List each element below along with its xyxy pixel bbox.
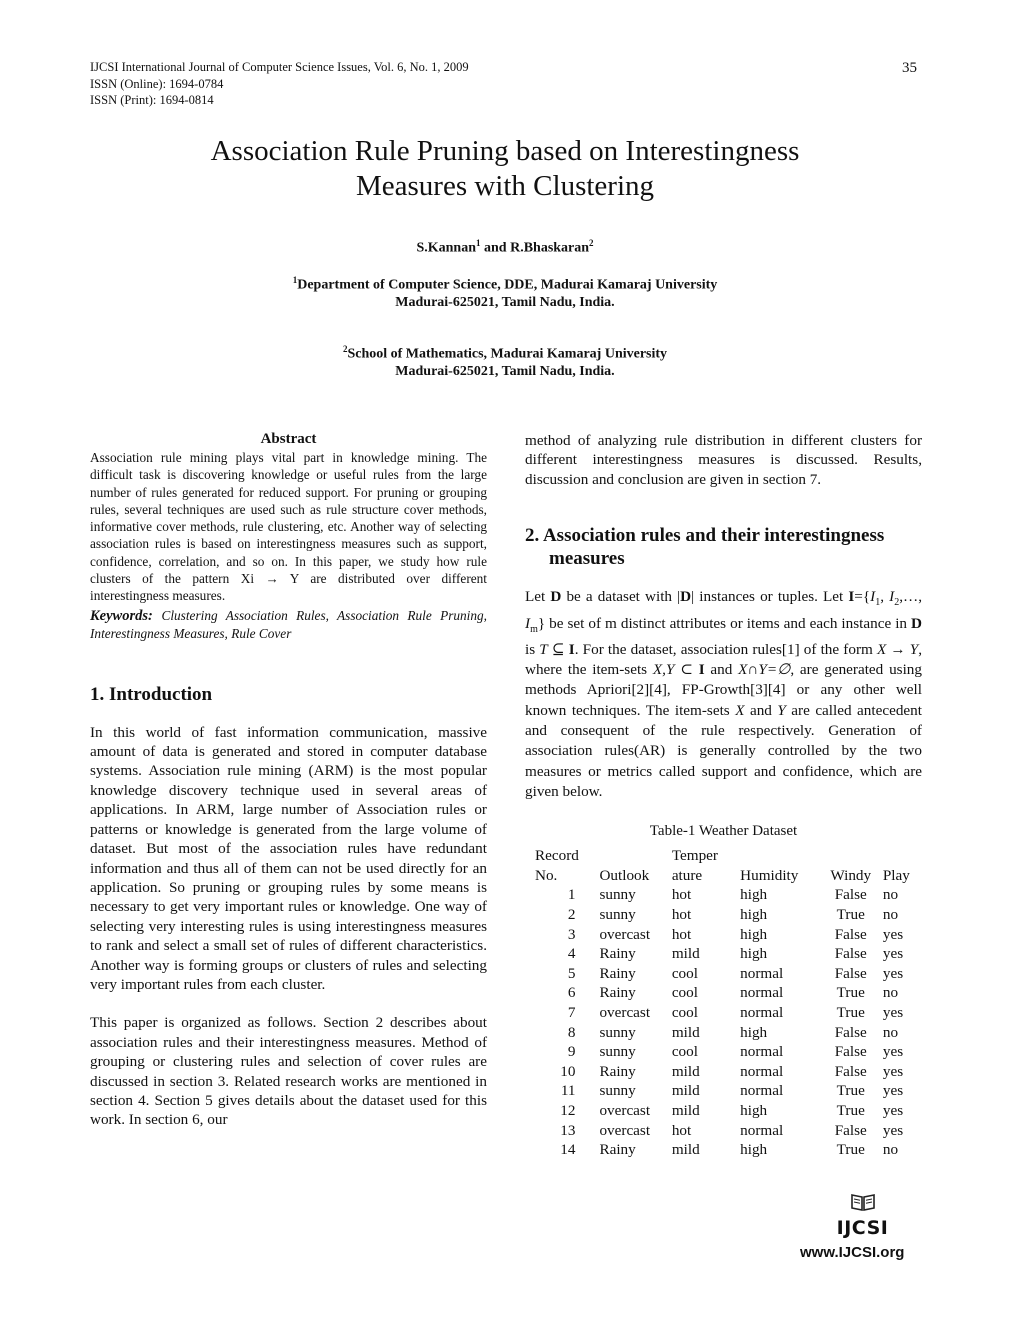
keywords-text: Clustering Association Rules, Association Rule Pruning, Interestingness Measures, Rule Cover xyxy=(90,607,487,642)
table-cell: sunny xyxy=(599,1023,636,1041)
table-header-cell xyxy=(883,846,922,866)
table-cell: False xyxy=(834,1121,867,1139)
table-cell: Rainy xyxy=(599,1141,636,1159)
logo-text: IJCSI xyxy=(836,1217,889,1239)
table-cell: overcast xyxy=(599,1121,651,1139)
table-row xyxy=(535,983,922,1003)
table-cell: normal xyxy=(740,1062,784,1080)
table-row xyxy=(535,885,922,905)
table-cell: no xyxy=(882,1141,899,1159)
table-cell: True xyxy=(836,1101,865,1119)
table-cell: overcast xyxy=(599,925,651,943)
table-cell: sunny xyxy=(599,1043,636,1061)
table-cell: hot xyxy=(671,1121,692,1139)
table-cell: yes xyxy=(882,945,904,963)
aff-1-line-1: Department of Computer Science, DDE, Madurai Kamaraj University xyxy=(297,277,718,293)
table-cell: hot xyxy=(671,886,692,904)
table-cell: yes xyxy=(882,1062,904,1080)
table-cell: 4 xyxy=(567,945,576,963)
intro-paragraph-1: In this world of fast information communication, massive amount of data is generated and stored in computer database systems. Association rule mining (ARM) is the most popular knowledge discovery technique used in several areas of applications. In ARM, large number of Association rules or patterns or knowledge is generated from the large volume of dataset. But most of the association rules have redundant information and thus all of them can not be used directly for an application. So pruning or grouping rules by some means is necessary to get very important rules or knowledge. One way of selecting very interesting rules is using interestingness measures to rank and select a small set of rules of different characteristics. Another way is forming groups or clusters of rules and selecting very important rules from each cluster. xyxy=(90,723,487,993)
section-2-heading-line-2: measures xyxy=(549,548,625,570)
table-header-cell: Windy xyxy=(830,866,872,884)
author-2: R.Bhaskaran xyxy=(510,240,590,256)
table-cell: normal xyxy=(740,984,784,1002)
table-row xyxy=(535,1003,922,1023)
affiliation-1 xyxy=(0,272,1010,312)
table-cell: sunny xyxy=(599,1082,636,1100)
table-caption: Table-1 Weather Dataset xyxy=(649,823,798,840)
intro-continuation: method of analyzing rule distribution in different clusters for different interestingness measures is discussed. Results, discussion and conclusion are given in section 7. xyxy=(525,432,922,488)
table-cell: False xyxy=(834,1043,867,1061)
author-1: S.Kannan xyxy=(416,240,476,256)
table-cell: mild xyxy=(671,1062,700,1080)
table-cell: yes xyxy=(882,1004,904,1021)
table-row xyxy=(535,1023,922,1043)
table-cell: False xyxy=(834,886,867,904)
table-header-cell: Play xyxy=(882,866,910,884)
table-cell: normal xyxy=(740,1121,784,1139)
table-cell: 7 xyxy=(567,1004,576,1021)
table-cell: yes xyxy=(882,925,904,943)
table-row xyxy=(535,1121,922,1141)
table-cell: 11 xyxy=(560,1082,576,1100)
section-2-paragraph: Let D be a dataset with |D| instances or tuples. Let $I=\{I_1$, $I_2,\dots$, $I_m$} be set of m distinct attributes or items and each instance in D is T ⊆ I. For the dataset, association rules[1] of the form X → Y, where the item-sets X,Y ⊂ I and X∩Y=∅, are generated using methods Apriori[2][4], FP-Growth[3][4] or any other well known techniques. The item-sets X and Y are called antecedent and consequent of the rule respectively. Generation of association rules(AR) is generally controlled by the two measures or metrics called support and confidence, which are given below. xyxy=(525,588,923,800)
aff-2-sup: 2 xyxy=(342,344,348,354)
table-cell: 2 xyxy=(567,906,576,924)
book-icon xyxy=(850,1192,876,1212)
table-cell: True xyxy=(836,1004,865,1021)
table-cell: no xyxy=(882,886,899,904)
section-1-heading: 1. Introduction xyxy=(90,683,213,705)
table-cell: Rainy xyxy=(599,1062,636,1080)
table-cell: False xyxy=(834,925,867,943)
table-cell: Rainy xyxy=(599,984,636,1002)
table-cell: sunny xyxy=(599,906,636,924)
table-cell: yes xyxy=(882,1043,904,1061)
left-column xyxy=(90,431,487,1130)
table-cell: mild xyxy=(671,1082,700,1100)
table-cell: mild xyxy=(671,1141,700,1159)
paper-title xyxy=(0,134,1010,204)
table-cell: high xyxy=(740,1141,768,1159)
table-cell: False xyxy=(834,964,867,982)
table-cell: 3 xyxy=(567,925,576,943)
aff-1-line-2: Madurai-625021, Tamil Nadu, India. xyxy=(395,295,615,311)
running-header xyxy=(90,59,469,109)
table-row xyxy=(535,905,922,925)
table-cell: cool xyxy=(671,1004,698,1021)
journal-name: IJCSI International Journal of Computer Science Issues, Vol. 6, No. 1, 2009 xyxy=(90,60,469,74)
table-cell: cool xyxy=(671,984,698,1002)
table-row xyxy=(535,1101,922,1121)
keywords-label: Keywords xyxy=(90,607,148,624)
table-cell: True xyxy=(836,906,865,924)
weather-table-body xyxy=(535,846,922,1160)
table-row xyxy=(535,1062,922,1082)
table-row xyxy=(535,964,922,984)
aff-1-sup: 1 xyxy=(292,275,298,285)
table-header-cell xyxy=(819,846,883,866)
table-cell: cool xyxy=(671,1043,698,1061)
table-header-cell xyxy=(740,846,818,866)
table-cell: False xyxy=(834,945,867,963)
table-cell: Rainy xyxy=(599,964,636,982)
table-cell: overcast xyxy=(599,1004,651,1021)
section-2-heading-line-1: 2. Association rules and their interestingness xyxy=(525,525,885,547)
affiliation-2 xyxy=(0,341,1010,381)
table-cell: hot xyxy=(671,906,692,924)
table-cell: 6 xyxy=(567,984,576,1002)
table-cell: high xyxy=(740,1023,768,1041)
table-row xyxy=(535,925,922,945)
table-cell: high xyxy=(740,886,768,904)
table-row xyxy=(535,944,922,964)
table-cell: high xyxy=(740,1101,768,1119)
table-cell: 10 xyxy=(560,1062,576,1080)
author-and: and xyxy=(480,240,511,256)
table-header-row-top xyxy=(535,846,922,866)
keywords-colon: : xyxy=(148,607,162,624)
table-cell: normal xyxy=(740,1004,784,1021)
table-cell: yes xyxy=(882,1121,904,1139)
page-number: 35 xyxy=(902,60,917,76)
table-cell: 12 xyxy=(560,1101,576,1119)
table-header-cell: No. xyxy=(535,866,558,884)
right-column xyxy=(525,431,922,1160)
ijcsi-logo xyxy=(800,1192,925,1239)
issn-online: ISSN (Online): 1694-0784 xyxy=(90,76,224,91)
table-cell: 9 xyxy=(567,1043,576,1061)
author-2-sup: 2 xyxy=(589,238,594,248)
aff-2-line-2: Madurai-625021, Tamil Nadu, India. xyxy=(395,364,615,380)
table-cell: overcast xyxy=(599,1101,651,1119)
intro-paragraph-2: This paper is organized as follows. Section 2 describes about association rules and their interestingness measures. Method of grouping or clustering rules and selection of cover rules are discussed in section 3. Related research works are mentioned in section 4. Section 5 gives details about the dataset used for this work. In section 6, our xyxy=(90,1014,487,1129)
issn-print: ISSN (Print): 1694-0814 xyxy=(90,93,214,107)
table-cell: mild xyxy=(671,1101,700,1119)
table-cell: hot xyxy=(671,925,692,943)
table-cell: 8 xyxy=(567,1023,576,1041)
table-cell: high xyxy=(740,945,768,963)
author-line xyxy=(0,235,1010,257)
table-cell: no xyxy=(882,984,899,1002)
table-cell: normal xyxy=(740,1082,784,1100)
table-cell: no xyxy=(882,1023,899,1041)
table-cell: sunny xyxy=(599,886,636,904)
table-cell: True xyxy=(836,1082,865,1100)
table-header-cell: Outlook xyxy=(599,866,650,884)
table-cell: high xyxy=(740,906,768,924)
table-cell: yes xyxy=(882,1101,904,1119)
table-cell: True xyxy=(836,1141,865,1159)
abstract-text: Association rule mining plays vital part in knowledge mining. The difficult task is discovering knowledge or useful rules from the large number of rules generated for reduced support. For pruning or grouping rules, several techniques are used such as rule structure cover methods, informative cover methods, rule clustering, etc. Another way of selecting association rules is based on interestingness measures such as support, confidence, correlation, and so on. In this paper, we study how rule clusters of the pattern Xi → Y are distributed over different interestingness measures. xyxy=(90,450,487,604)
table-row xyxy=(535,1042,922,1062)
table-header-row-bottom xyxy=(535,866,922,886)
table-cell: normal xyxy=(740,964,784,982)
table-cell: mild xyxy=(671,1023,700,1041)
table-header-cell: ature xyxy=(671,866,703,884)
table-cell: high xyxy=(740,925,768,943)
keywords xyxy=(90,607,487,643)
abstract-heading: Abstract xyxy=(260,431,317,447)
weather-table xyxy=(535,846,922,1160)
table-header-cell: Humidity xyxy=(740,866,799,884)
table-cell: 13 xyxy=(560,1121,576,1139)
table-cell: False xyxy=(834,1023,867,1041)
table-header-cell xyxy=(599,846,671,866)
table-cell: yes xyxy=(882,964,904,982)
table-header-cell: Temper xyxy=(671,847,718,865)
table-cell: True xyxy=(836,984,865,1002)
section-2-heading xyxy=(525,524,922,570)
table-row xyxy=(535,1140,922,1160)
table-cell: 14 xyxy=(560,1141,576,1159)
table-cell: yes xyxy=(882,1082,904,1100)
table-cell: cool xyxy=(671,964,698,982)
table-header-cell: Record xyxy=(535,847,579,865)
table-cell: normal xyxy=(740,1043,784,1061)
table-cell: no xyxy=(882,906,899,924)
table-cell: Rainy xyxy=(599,945,636,963)
table-cell: False xyxy=(834,1062,867,1080)
author-1-sup: 1 xyxy=(476,238,481,248)
footer-url[interactable]: www.IJCSI.org xyxy=(800,1244,905,1261)
table-row xyxy=(535,1081,922,1101)
title-line-2: Measures with Clustering xyxy=(355,170,654,202)
title-line-1: Association Rule Pruning based on Interestingness xyxy=(210,135,800,167)
table-cell: mild xyxy=(671,945,700,963)
aff-2-line-1: School of Mathematics, Madurai Kamaraj University xyxy=(347,346,668,362)
table-cell: 1 xyxy=(567,886,576,904)
table-cell: 5 xyxy=(567,964,576,982)
